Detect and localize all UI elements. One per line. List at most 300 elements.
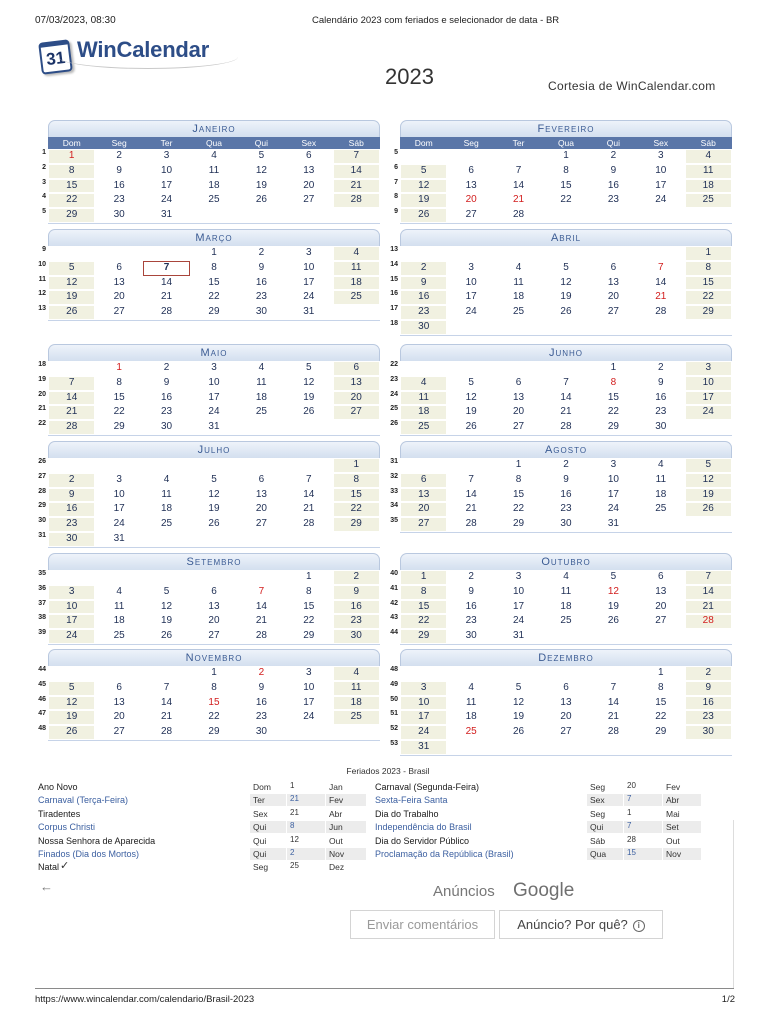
holiday-month: Abr (663, 794, 701, 806)
day-cell: 1 (333, 458, 380, 473)
week-number: 43 (390, 614, 398, 622)
week-row (394, 163, 732, 179)
empty-day-cell (143, 246, 190, 261)
month-header (400, 120, 732, 137)
day-cell: 7 (333, 149, 380, 164)
empty-day-cell (542, 208, 589, 223)
holiday-month: Fev (326, 794, 366, 806)
day-cell: 6 (542, 681, 589, 696)
empty-day-cell (333, 725, 380, 740)
holiday-link[interactable]: Sexta-Feira Santa (375, 795, 448, 806)
weekday-label: Qua (205, 138, 223, 148)
day-cell: 22 (637, 710, 684, 725)
holiday-day: 2 (287, 848, 325, 860)
week-number: 51 (390, 710, 398, 718)
day-cell: 28 (143, 305, 190, 320)
holiday-name: Tiradentes (38, 808, 81, 819)
day-cell: 3 (48, 585, 95, 600)
day-cell: 4 (333, 666, 380, 681)
day-cell: 7 (447, 473, 494, 488)
day-cell: 20 (238, 502, 285, 517)
day-cell: 17 (400, 710, 447, 725)
day-cell: 10 (495, 585, 542, 600)
holiday-weekday: Qui (253, 835, 267, 846)
weekday-label: Ter (160, 138, 173, 148)
week-row (390, 246, 732, 261)
day-cell: 11 (447, 696, 494, 711)
empty-day-cell (542, 361, 589, 376)
day-cell: 24 (495, 614, 542, 629)
week-number: 22 (38, 420, 46, 428)
weekday-label: Ter (512, 138, 525, 148)
empty-day-cell (637, 629, 684, 644)
month-title: Setembro (186, 556, 242, 568)
day-cell: 18 (400, 405, 447, 420)
holiday-month: Nov (663, 848, 701, 860)
day-cell: 6 (285, 149, 332, 164)
week-row (38, 420, 380, 435)
week-number: 27 (38, 472, 46, 480)
day-cell: 17 (95, 502, 142, 517)
why-this-ad-button[interactable] (499, 910, 663, 939)
holiday-name: Dia do Trabalho (375, 808, 439, 819)
day-cell: 12 (48, 276, 95, 291)
day-cell: 7 (285, 473, 332, 488)
empty-day-cell (238, 208, 285, 223)
day-cell: 6 (400, 473, 447, 488)
day-cell: 6 (590, 261, 637, 276)
day-cell: 12 (590, 585, 637, 600)
month-title: Janeiro (192, 123, 236, 135)
empty-day-cell (542, 320, 589, 335)
day-cell: 27 (95, 725, 142, 740)
day-cell: 14 (542, 391, 589, 406)
day-cell: 11 (95, 600, 142, 615)
day-cell: 4 (447, 681, 494, 696)
day-cell: 9 (143, 376, 190, 391)
day-cell: 16 (400, 290, 447, 305)
empty-day-cell (637, 740, 684, 755)
day-cell: 20 (447, 193, 494, 208)
day-cell: 31 (495, 629, 542, 644)
day-cell: 29 (495, 517, 542, 532)
day-cell: 25 (447, 725, 494, 740)
day-cell: 10 (400, 696, 447, 711)
week-number: 9 (394, 208, 398, 216)
day-cell: 4 (143, 473, 190, 488)
week-number: 15 (390, 275, 398, 283)
empty-day-cell (238, 532, 285, 547)
empty-day-cell (495, 361, 542, 376)
day-cell: 10 (685, 376, 732, 391)
day-cell: 29 (590, 420, 637, 435)
day-cell: 26 (48, 725, 95, 740)
month-header (48, 344, 380, 361)
week-number: 26 (390, 420, 398, 428)
year-title: 2023 (385, 64, 434, 89)
holiday-day: 15 (624, 848, 662, 860)
week-number: 20 (38, 390, 46, 398)
week-row (38, 680, 380, 696)
empty-day-cell (447, 149, 494, 164)
week-row (390, 420, 732, 435)
empty-day-cell (400, 149, 447, 164)
day-cell: 8 (685, 261, 732, 276)
week-number: 48 (38, 725, 46, 733)
day-cell: 3 (285, 666, 332, 681)
week-number: 44 (390, 629, 398, 637)
day-cell: 16 (447, 600, 494, 615)
day-cell: 9 (542, 473, 589, 488)
day-cell: 22 (95, 405, 142, 420)
week-number: 53 (390, 739, 398, 747)
holiday-day: 12 (290, 834, 299, 844)
day-cell: 28 (542, 420, 589, 435)
why-this-ad-label: Anúncio? Por quê? (517, 917, 628, 932)
week-number: 48 (390, 666, 398, 673)
week-number: 7 (394, 178, 398, 186)
week-number: 13 (390, 246, 398, 253)
holiday-weekday: Seg (590, 782, 606, 792)
day-cell: 5 (143, 585, 190, 600)
holiday-month: Nov (326, 848, 366, 860)
day-cell: 11 (333, 681, 380, 696)
day-cell: 3 (447, 261, 494, 276)
holiday-row (0, 821, 768, 834)
day-cell: 12 (542, 276, 589, 291)
holiday-month: Dez (329, 862, 345, 873)
print-url: https://www.wincalendar.com/calendario/Brasil-2023 (35, 994, 255, 1005)
holiday-link[interactable]: Carnaval (Terça-Feira) (38, 795, 129, 806)
holiday-day: 1 (290, 781, 295, 790)
day-cell: 14 (143, 276, 190, 291)
day-cell: 10 (285, 261, 332, 276)
day-cell: 5 (285, 361, 332, 376)
day-cell: 10 (143, 164, 190, 179)
courtesy-link[interactable]: Cortesia de WinCalendar.com (548, 79, 716, 93)
print-page-title: Calendário 2023 com feriados e selecionador de data - BR (312, 15, 560, 26)
day-cell: 9 (238, 681, 285, 696)
day-cell: 21 (495, 193, 542, 208)
empty-day-cell (637, 246, 684, 261)
week-row (38, 517, 380, 532)
day-cell: 18 (685, 179, 732, 194)
day-cell: 16 (48, 502, 95, 517)
day-cell: 17 (190, 391, 237, 406)
weekday-label: Sex (653, 138, 669, 148)
empty-day-cell (447, 320, 494, 335)
month-agosto (390, 441, 732, 533)
day-cell: 3 (685, 361, 732, 376)
day-cell: 21 (637, 290, 684, 305)
day-cell: 30 (143, 420, 190, 435)
day-cell: 6 (333, 361, 380, 376)
day-cell: 29 (48, 208, 95, 223)
day-cell: 21 (48, 405, 95, 420)
day-cell: 30 (95, 208, 142, 223)
day-cell: 12 (285, 376, 332, 391)
month-title: Abril (550, 232, 582, 244)
day-cell: 26 (590, 614, 637, 629)
day-cell: 23 (590, 193, 637, 208)
day-cell: 8 (400, 585, 447, 600)
day-cell: 24 (685, 405, 732, 420)
day-cell: 20 (495, 405, 542, 420)
month-fevereiro (394, 120, 732, 224)
day-cell: 5 (590, 570, 637, 585)
day-cell: 26 (238, 193, 285, 208)
week-row (390, 472, 732, 488)
day-cell: 9 (400, 276, 447, 291)
week-number: 6 (394, 163, 398, 171)
day-cell: 13 (590, 276, 637, 291)
day-cell: 30 (637, 420, 684, 435)
day-cell: 29 (285, 629, 332, 644)
week-number: 5 (394, 149, 398, 156)
empty-day-cell (333, 420, 380, 435)
day-cell: 25 (238, 405, 285, 420)
day-cell: 16 (590, 179, 637, 194)
day-cell: 27 (190, 629, 237, 644)
day-cell: 31 (95, 532, 142, 547)
day-cell: 19 (48, 710, 95, 725)
week-number: 19 (38, 375, 46, 383)
holiday-month: Mai (666, 808, 680, 819)
day-cell: 15 (285, 600, 332, 615)
day-cell: 23 (400, 305, 447, 320)
day-cell: 27 (637, 614, 684, 629)
day-cell: 2 (637, 361, 684, 376)
empty-day-cell (590, 246, 637, 261)
day-cell: 23 (48, 517, 95, 532)
day-cell: 23 (333, 614, 380, 629)
week-number: 31 (38, 531, 46, 539)
day-cell: 22 (495, 502, 542, 517)
day-cell: 26 (48, 305, 95, 320)
week-row (390, 666, 732, 681)
week-row (38, 305, 380, 320)
day-cell: 15 (590, 391, 637, 406)
week-number: 16 (390, 290, 398, 298)
logo-wordmark[interactable]: WinCalendar (77, 37, 210, 62)
day-cell: 30 (333, 629, 380, 644)
day-cell: 12 (238, 164, 285, 179)
day-cell: 23 (143, 405, 190, 420)
day-cell: 20 (400, 502, 447, 517)
day-cell: 15 (495, 488, 542, 503)
day-cell: 9 (685, 681, 732, 696)
day-cell: 13 (95, 696, 142, 711)
day-cell: 19 (400, 193, 447, 208)
day-cell: 18 (495, 290, 542, 305)
empty-day-cell (190, 208, 237, 223)
empty-day-cell (542, 666, 589, 681)
day-cell: 18 (542, 600, 589, 615)
send-feedback-button[interactable] (350, 910, 495, 939)
week-number: 12 (38, 290, 46, 298)
day-cell: 31 (400, 740, 447, 755)
holiday-weekday: Sáb (590, 835, 606, 846)
day-cell: 13 (400, 488, 447, 503)
week-row (38, 584, 380, 600)
day-cell: 18 (333, 696, 380, 711)
empty-day-cell (447, 458, 494, 473)
day-cell: 20 (95, 290, 142, 305)
day-cell: 14 (447, 488, 494, 503)
week-number: 21 (38, 405, 46, 413)
holiday-month: Out (329, 835, 343, 846)
week-row (390, 517, 732, 532)
empty-day-cell (685, 320, 732, 335)
empty-day-cell (685, 420, 732, 435)
day-cell: 18 (637, 488, 684, 503)
holiday-weekday: Sex (587, 794, 623, 806)
empty-day-cell (48, 666, 95, 681)
day-cell: 1 (285, 570, 332, 585)
empty-day-cell (447, 246, 494, 261)
week-row (38, 472, 380, 488)
holiday-link[interactable]: Corpus Christi (38, 822, 96, 833)
day-cell: 20 (637, 600, 684, 615)
day-cell: 10 (590, 473, 637, 488)
week-number: 14 (390, 260, 398, 268)
day-cell: 18 (190, 179, 237, 194)
day-cell: 4 (400, 376, 447, 391)
day-cell: 11 (685, 164, 732, 179)
week-row (38, 290, 380, 305)
day-cell: 17 (590, 488, 637, 503)
day-cell: 13 (542, 696, 589, 711)
holiday-name: Nossa Senhora de Aparecida (38, 835, 156, 846)
week-number: 26 (38, 458, 46, 465)
day-cell: 6 (190, 585, 237, 600)
day-cell: 19 (542, 290, 589, 305)
holiday-weekday: Sex (253, 808, 268, 819)
calendar-logo-icon[interactable]: 31 (38, 39, 73, 75)
day-cell: 23 (685, 710, 732, 725)
week-number: 4 (42, 193, 46, 201)
weekday-header (400, 137, 732, 149)
arrow-left-icon[interactable]: ← (40, 879, 53, 894)
week-number: 18 (390, 319, 398, 327)
day-cell: 12 (143, 600, 190, 615)
day-cell: 11 (238, 376, 285, 391)
week-number: 44 (38, 666, 46, 673)
day-cell: 24 (143, 193, 190, 208)
day-cell: 19 (447, 405, 494, 420)
day-cell: 22 (542, 193, 589, 208)
empty-day-cell (400, 458, 447, 473)
day-cell: 22 (190, 290, 237, 305)
month-header (48, 649, 380, 666)
holiday-link[interactable]: Finados (Dia dos Mortos) (38, 849, 140, 859)
day-cell: 7 (685, 570, 732, 585)
week-row (390, 629, 732, 644)
day-cell: 1 (685, 246, 732, 261)
day-cell: 6 (637, 570, 684, 585)
ad-frame-bottom (35, 988, 734, 989)
holiday-month: Jan (329, 782, 343, 792)
day-cell: 4 (685, 149, 732, 164)
weekday-label: Qui (254, 138, 269, 148)
day-cell: 4 (637, 458, 684, 473)
empty-day-cell (285, 725, 332, 740)
day-cell: 5 (48, 261, 95, 276)
week-number: 13 (38, 305, 46, 313)
week-number: 38 (38, 614, 46, 622)
day-cell: 11 (190, 164, 237, 179)
day-cell: 20 (590, 290, 637, 305)
day-cell: 10 (637, 164, 684, 179)
week-row (38, 710, 380, 725)
day-cell: 31 (143, 208, 190, 223)
day-cell: 13 (95, 276, 142, 291)
day-cell: 12 (400, 179, 447, 194)
day-cell: 21 (447, 502, 494, 517)
day-cell: 21 (143, 290, 190, 305)
day-cell: 6 (95, 681, 142, 696)
empty-day-cell (400, 246, 447, 261)
day-cell: 10 (190, 376, 237, 391)
empty-day-cell (285, 458, 332, 473)
empty-day-cell (333, 532, 380, 547)
day-cell: 2 (238, 246, 285, 261)
day-cell: 15 (190, 276, 237, 291)
day-cell: 26 (685, 502, 732, 517)
day-cell: 10 (95, 488, 142, 503)
day-cell: 21 (143, 710, 190, 725)
holiday-link[interactable]: Independência do Brasil (375, 822, 472, 833)
day-cell: 15 (333, 488, 380, 503)
month-header (48, 441, 380, 458)
day-cell: 12 (495, 696, 542, 711)
week-row (38, 260, 380, 276)
empty-day-cell (590, 666, 637, 681)
month-header (400, 441, 732, 458)
day-cell: 22 (590, 405, 637, 420)
day-cell: 21 (542, 405, 589, 420)
day-cell: 24 (285, 710, 332, 725)
week-row (394, 208, 732, 223)
week-number: 47 (38, 710, 46, 718)
holiday-weekday: Seg (590, 808, 606, 819)
day-cell: 1 (542, 149, 589, 164)
day-cell: 28 (637, 305, 684, 320)
day-cell: 12 (447, 391, 494, 406)
empty-day-cell (637, 517, 684, 532)
ads-label: Anúncios (433, 883, 495, 900)
day-cell: 20 (95, 710, 142, 725)
holiday-link[interactable]: Proclamação da República (Brasil) (375, 849, 514, 859)
day-cell: 13 (333, 376, 380, 391)
day-cell: 17 (285, 696, 332, 711)
empty-day-cell (48, 246, 95, 261)
day-cell: 16 (542, 488, 589, 503)
day-cell: 23 (542, 502, 589, 517)
week-number: 8 (394, 193, 398, 201)
day-cell: 11 (637, 473, 684, 488)
week-row (390, 458, 732, 473)
day-cell: 22 (685, 290, 732, 305)
week-row (42, 246, 380, 261)
day-cell: 17 (48, 614, 95, 629)
day-cell: 22 (285, 614, 332, 629)
month-setembro (38, 553, 380, 645)
day-cell: 29 (637, 725, 684, 740)
empty-day-cell (95, 246, 142, 261)
day-cell: 27 (238, 517, 285, 532)
day-cell: 5 (447, 376, 494, 391)
